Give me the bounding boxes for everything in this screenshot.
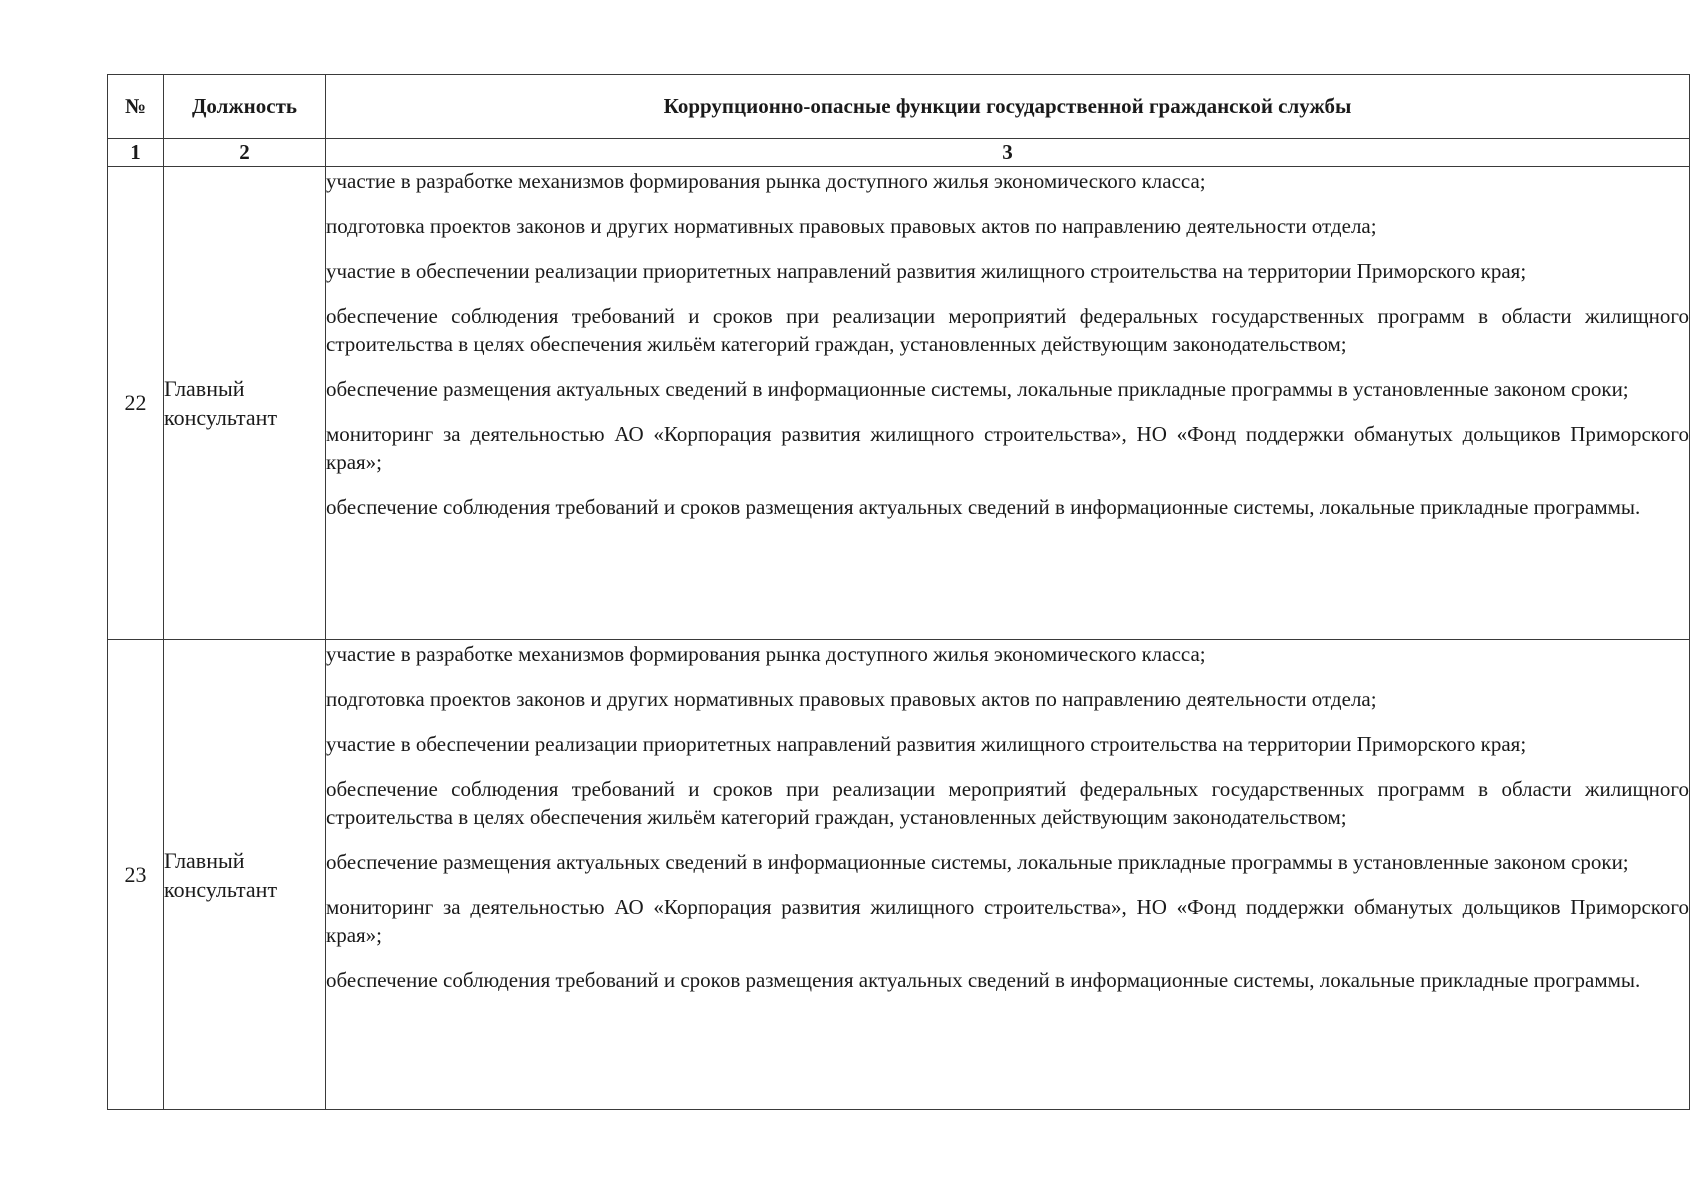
function-item: обеспечение соблюдения требований и сроков размещения актуальных сведений в информационные системы, локальные прикладные программы. [326, 495, 1641, 519]
row-functions [326, 640, 1690, 1110]
function-item: обеспечение соблюдения требований и сроков размещения актуальных сведений в информационные системы, локальные прикладные программы. [326, 968, 1641, 992]
column-index-row [108, 139, 1690, 167]
function-item: обеспечение размещения актуальных сведений в информационные системы, локальные прикладные программы в установленные законом сроки; [326, 377, 1629, 401]
table-header-row [108, 75, 1690, 139]
function-item: подготовка проектов законов и других нормативных правовых правовых актов по направлению деятельности отдела; [326, 214, 1377, 238]
function-item: участие в разработке механизмов формирования рынка доступного жилья экономического класса; [326, 169, 1206, 193]
function-item: подготовка проектов законов и других нормативных правовых правовых актов по направлению деятельности отдела; [326, 687, 1377, 711]
table-row [108, 640, 1690, 1110]
function-item: обеспечение соблюдения требований и сроков при реализации мероприятий федеральных государственных программ в области жилищного строительства в целях обеспечения жильём категорий граждан, установленных действующим законодательством; [326, 304, 1689, 356]
corruption-functions-table [107, 74, 1690, 1110]
header-functions: Коррупционно-опасные функции государственной гражданской службы [326, 75, 1690, 139]
row-position: Главный консультант [164, 167, 326, 640]
row-number: 23 [108, 640, 164, 1110]
header-number: № [108, 75, 164, 139]
row-position: Главный консультант [164, 640, 326, 1110]
function-item: обеспечение размещения актуальных сведений в информационные системы, локальные прикладные программы в установленные законом сроки; [326, 850, 1629, 874]
function-item: участие в обеспечении реализации приоритетных направлений развития жилищного строительства на территории Приморского края; [326, 732, 1527, 756]
column-index-1: 1 [108, 139, 164, 167]
function-item: участие в разработке механизмов формирования рынка доступного жилья экономического класса; [326, 642, 1206, 666]
function-item: обеспечение соблюдения требований и сроков при реализации мероприятий федеральных государственных программ в области жилищного строительства в целях обеспечения жильём категорий граждан, установленных действующим законодательством; [326, 777, 1689, 829]
function-item: участие в обеспечении реализации приоритетных направлений развития жилищного строительства на территории Приморского края; [326, 259, 1527, 283]
column-index-2: 2 [164, 139, 326, 167]
header-position: Должность [164, 75, 326, 139]
row-number: 22 [108, 167, 164, 640]
column-index-3: 3 [326, 139, 1690, 167]
function-item: мониторинг за деятельностью АО «Корпорация развития жилищного строительства», НО «Фонд поддержки обманутых дольщиков Приморского края»; [326, 422, 1689, 474]
function-item: мониторинг за деятельностью АО «Корпорация развития жилищного строительства», НО «Фонд поддержки обманутых дольщиков Приморского края»; [326, 895, 1689, 947]
row-functions [326, 167, 1690, 640]
table-row [108, 167, 1690, 640]
